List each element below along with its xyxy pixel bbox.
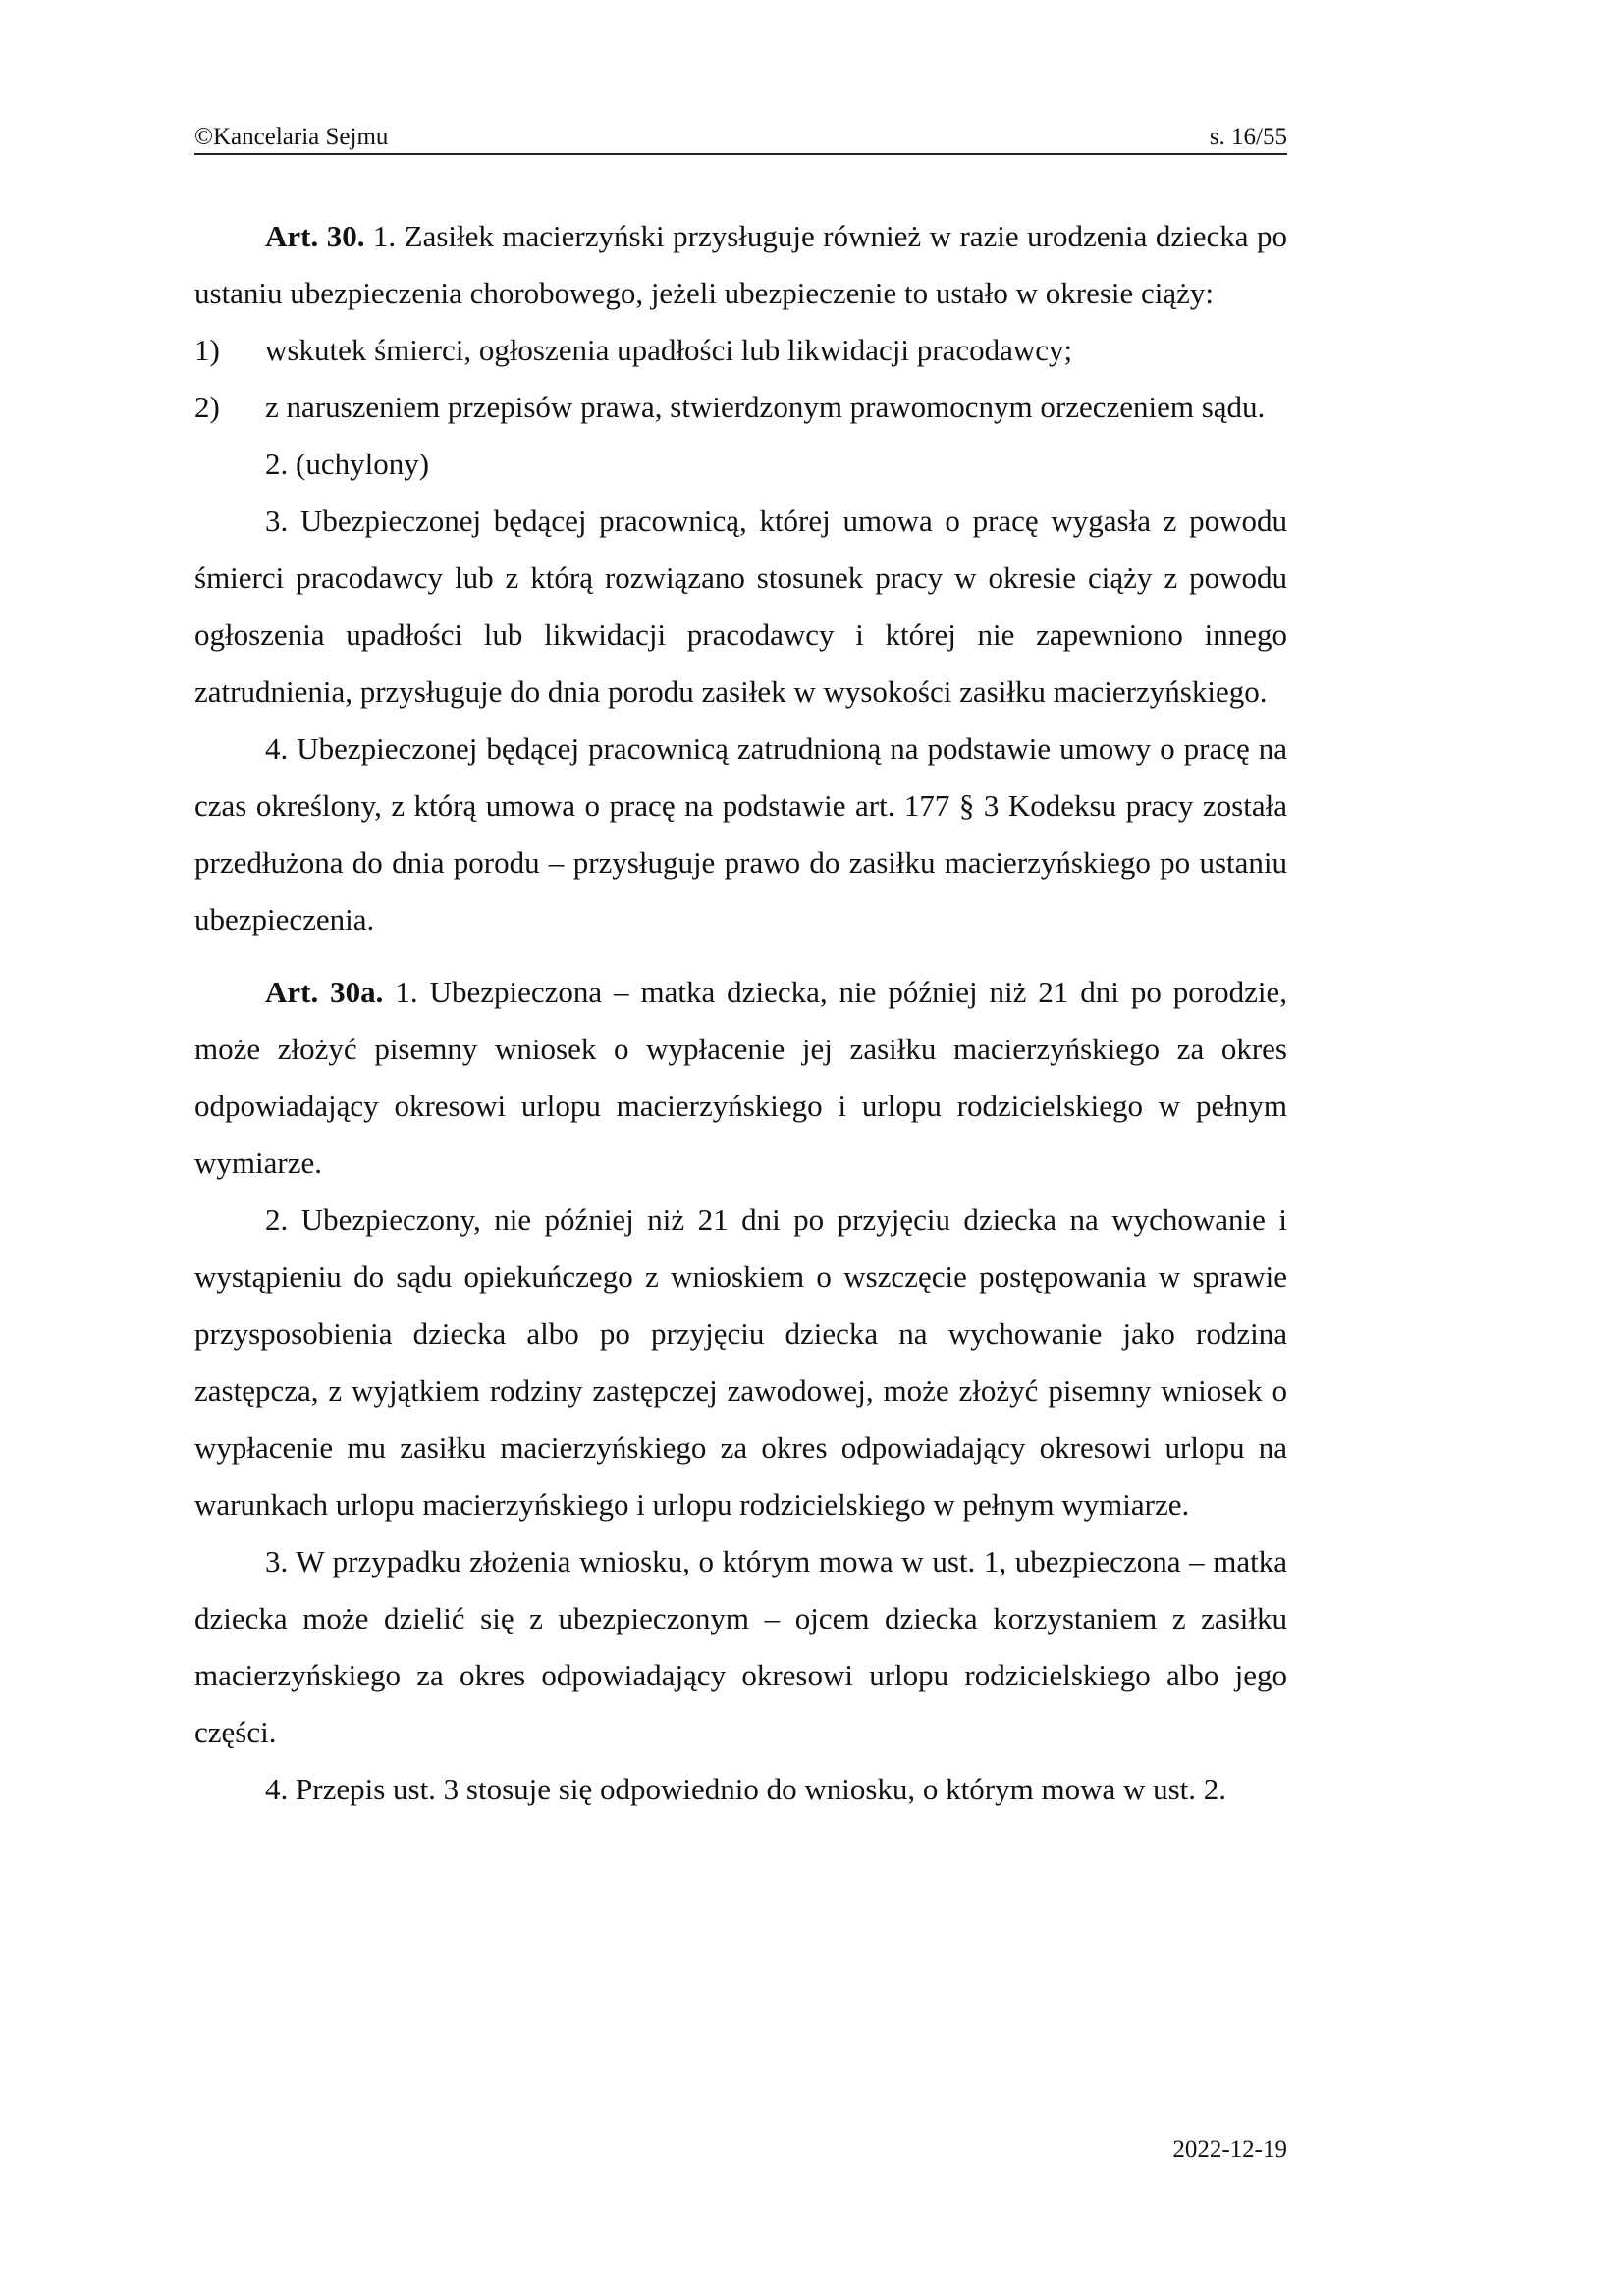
art30-label: Art. 30. [265, 219, 365, 253]
footer-date: 2022-12-19 [1172, 2136, 1287, 2163]
art30-ust3: 3. Ubezpieczonej będącej pracownicą, której umowa o pracę wygasła z powodu śmierci pracodawcy lub z którą rozwiązano stosunek pracy w okresie ciąży z powodu ogłoszenia upadłości lub likwidacji pracodawcy i której nie zapewniono innego zatrudnienia, przysługuje do dnia porodu zasiłek w wysokości zasiłku macierzyńskiego. [194, 504, 1287, 709]
page-header [194, 122, 1287, 155]
art30a-ust1 [194, 964, 1287, 1192]
item-text: z naruszeniem przepisów prawa, stwierdzonym prawomocnym orzeczeniem sądu. [265, 390, 1266, 424]
header-publisher: ©Kancelaria Sejmu [194, 124, 389, 150]
art30a-ust4: 4. Przepis ust. 3 stosuje się odpowiednio do wniosku, o którym mowa w ust. 2. [265, 1772, 1227, 1806]
art30a-ust3: 3. W przypadku złożenia wniosku, o którym mowa w ust. 1, ubezpieczona – matka dziecka może dzielić się z ubezpieczonym – ojcem dziecka korzystaniem z zasiłku macierzyńskiego za okres odpowiadający okresowi urlopu rodzicielskiego albo jego części. [194, 1544, 1287, 1749]
art30-ust1 [194, 208, 1287, 322]
document-body [194, 208, 1287, 1818]
art30-item-2 [194, 379, 1287, 436]
art30-ust4: 4. Ubezpieczonej będącej pracownicą zatrudnioną na podstawie umowy o pracę na czas określony, z którą umowa o pracę na podstawie art. 177 § 3 Kodeksu pracy została przedłużona do dnia porodu – przysługuje prawo do zasiłku macierzyńskiego po ustaniu ubezpieczenia. [194, 731, 1287, 936]
art30a-ust1-text: 1. Ubezpieczona – matka dziecka, nie później niż 21 dni po porodzie, może złożyć pisemny wniosek o wypłacenie jej zasiłku macierzyńskiego za okres odpowiadający okresowi urlopu macierzyńskiego i urlopu rodzicielskiego w pełnym wymiarze. [194, 975, 1287, 1180]
art30a-ust2: 2. Ubezpieczony, nie później niż 21 dni po przyjęciu dziecka na wychowanie i wystąpieniu do sądu opiekuńczego z wnioskiem o wszczęcie postępowania w sprawie przysposobienia dziecka albo po przyjęciu dziecka na wychowanie jako rodzina zastępcza, z wyjątkiem rodziny zastępczej zawodowej, może złożyć pisemny wniosek o wypłacenie mu zasiłku macierzyńskiego za okres odpowiadający okresowi urlopu na warunkach urlopu macierzyńskiego i urlopu rodzicielskiego w pełnym wymiarze. [194, 1202, 1287, 1522]
art30a-label: Art. 30a. [265, 975, 384, 1009]
item-text: wskutek śmierci, ogłoszenia upadłości lub likwidacji pracodawcy; [265, 333, 1073, 367]
item-number: 2) [194, 390, 220, 424]
art30-item-1 [194, 322, 1287, 379]
art30-ust2: 2. (uchylony) [265, 447, 430, 481]
art30-ust1-text: 1. Zasiłek macierzyński przysługuje również w razie urodzenia dziecka po ustaniu ubezpieczenia chorobowego, jeżeli ubezpieczenie to ustało w okresie ciąży: [194, 219, 1287, 310]
header-page-number: s. 16/55 [1209, 124, 1287, 150]
item-number: 1) [194, 333, 220, 367]
